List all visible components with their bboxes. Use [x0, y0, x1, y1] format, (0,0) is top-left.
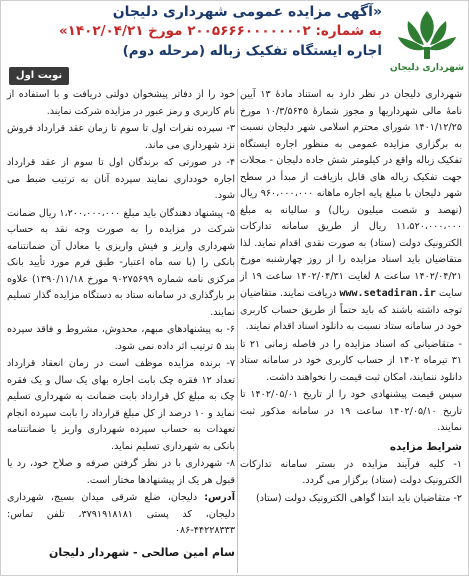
condition-5: ۵- پیشنهاد دهندگان باید مبلغ ۱،۲۰۰،۰۰۰،۰۰۰ ریال ضمانت شرکت در مزایده را به صورت وجه نقد به حساب شهرداری واریز و فیش واریزی یا معادل آن ضمانتنامه بانکی را (با سه ماه اعتبار- طبق فرم مورد تأیید بانک مرکزی نامه شماره ۹۰۲۷۵۶۹۹ مورخ ۱۳۹۰/۱۱/۱۸) علاوه بر بارگذاری در سامانه ستاد به دستگاه مزایده گذار تسلیم نمایند. — [7, 207, 235, 318]
condition-1: ۱- کلیه فرآیند مزایده در بستر سامانه تدارکات الکترونیک دولت (ستاد) برگزار می گردد. — [240, 458, 462, 487]
notice-number: به شماره: ۲۰۰۵۶۶۶۰۰۰۰۰۰۰۲ مورخ ۱۴۰۲/۰۴/۲۱» — [58, 23, 382, 39]
address-label: آدرس: — [204, 492, 235, 503]
mayor-signature: سام امین صالحی - شهردار دلیجان — [48, 545, 235, 559]
municipality-logo — [388, 3, 466, 81]
right-column — [240, 87, 462, 575]
publication-badge: نوبت اول — [9, 67, 69, 85]
condition-6: ۶- به پیشنهادهای مبهم، محدوش، مشروط و فاقد سپرده بند ۵ ترتیب اثر داده نمی شود. — [7, 324, 235, 352]
dilijan-municipality-logo-icon — [388, 3, 466, 65]
download-note: - متقاضیانی که اسناد مزایده را در فاصله زمانی ۲۱ تا ۳۱ تیرماه ۱۴۰۲ از حساب کاربری خود در سامانه ستاد دانلود ننمایند، امکان ثبت قیمت را نخواهند داشت. — [240, 338, 463, 383]
intro-text-end: دریافت نمایند. متقاضیان توجه داشته باشند که باید حتماً از طریق حساب کاربری خود در سامانه ستاد نسبت به دانلود اسناد اقدام نمایند. — [240, 288, 462, 332]
condition-4: ۴- در صورتی که برندگان اول تا سوم از عقد قرارداد اجاره خودداری نمایند سپرده آنان به ترتیب ضبط می شود. — [7, 157, 235, 201]
address-block — [7, 490, 235, 540]
condition-2-continued: خود را از دفاتر پیشخوان دولتی دریافت و با استفاده از نام کاربری و رمز عبور در مزایده شرکت نمایند. — [7, 89, 235, 117]
left-column — [7, 87, 235, 575]
condition-7: ۷- برنده مزایده موظف است در زمان انعقاد قرارداد تعداد ۱۲ فقره چک بابت اجاره بهای یک سال و یک فقره چک به مبلغ کل قرارداد بابت ضمانت به شهرداری تسلیم نماید و ۱۰ درصد از کل مبلغ قرارداد را بابت سپرده انجام تعهدات به حساب سپرده شهرداری واریز یا ضمانتنامه بانکی به شهرداری تسلیم نماید. — [7, 358, 236, 452]
condition-8: ۸- شهرداری با در نظر گرفتن صرفه و صلاح خود، رد یا قبول هر یک از پیشنهادها مختار است. — [7, 458, 235, 486]
intro-text: شهرداری دلیجان در نظر دارد به استناد مادهٔ ۱۳ آیین نامهٔ مالی شهرداریها و مجوز شمارهٔ ۱۰/۳/۵۶۴۵ مورخ ۱۴۰۱/۱۲/۲۵ شورای محترم اسلامی شهر دلیجان نسبت به برگزاری مزایده عمومی به منظور اجاره ایستگاه تفکیک زباله واقع در کیلومتر شش جاده دلیجان - محلات جهت تفکیک زباله های قابل بازیافت از مبدأ در سطح شهر دلیجان با مبلغ پایه اجاره ماهانه ۹۶۰،۰۰۰،۰۰۰ ریال (نهصد و شصت میلیون ریال) و سالیانه به مبلغ ۱۱،۵۲۰،۰۰۰،۰۰۰ ریال از طریق سامانه تدارکات الکترونیک دولت (ستاد) به صورت نقدی اقدام نماید. لذا متقاضیان باید اسناد مزایده را از روز چهارشنبه مورخ ۱۴۰۲/۰۴/۲۱ ساعت ۸ لغایت ۱۴۰۲/۰۴/۳۱ ساعت ۱۹ از سایت — [240, 89, 462, 299]
conditions-heading: شرایط مزایده — [389, 440, 462, 453]
condition-2: ۲- متقاضیان باید ابتدا گواهی الکترونیک دولت (ستاد) — [256, 492, 462, 504]
price-submission-note: سپس قیمت پیشنهادی خود را از تاریخ ۱۴۰۲/۰۵/۰۱ تا تاریخ ۱۴۰۲/۰۵/۱۰ ساعت ۱۹ در سامانه مذکور ثبت نمایند. — [240, 389, 463, 433]
notice-subject: اجاره ایستگاه تفکیک زباله (مرحله دوم) — [122, 43, 382, 59]
notice-title: «آگهی مزایده عمومی شهرداری دلیجان — [112, 4, 382, 20]
website-link[interactable]: www.setadiran.ir — [339, 288, 436, 299]
condition-3: ۳- سپرده نفرات اول تا سوم تا زمان عقد قرارداد فروش نزد شهرداری می ماند. — [7, 123, 235, 151]
notice-header — [1, 1, 469, 73]
intro-paragraph — [240, 87, 462, 336]
address-text: دلیجان، ضلع شرقی میدان بسیج، شهرداری دلیجان، کد پستی ۳۷۹۱۹۱۸۱۸۱، تلفن تماس: ۴۴۲۲۸۳۳۳-۰۸۶ — [7, 492, 235, 536]
logo-caption: شهرداری دلیجان — [390, 63, 464, 73]
column-divider — [237, 89, 238, 573]
